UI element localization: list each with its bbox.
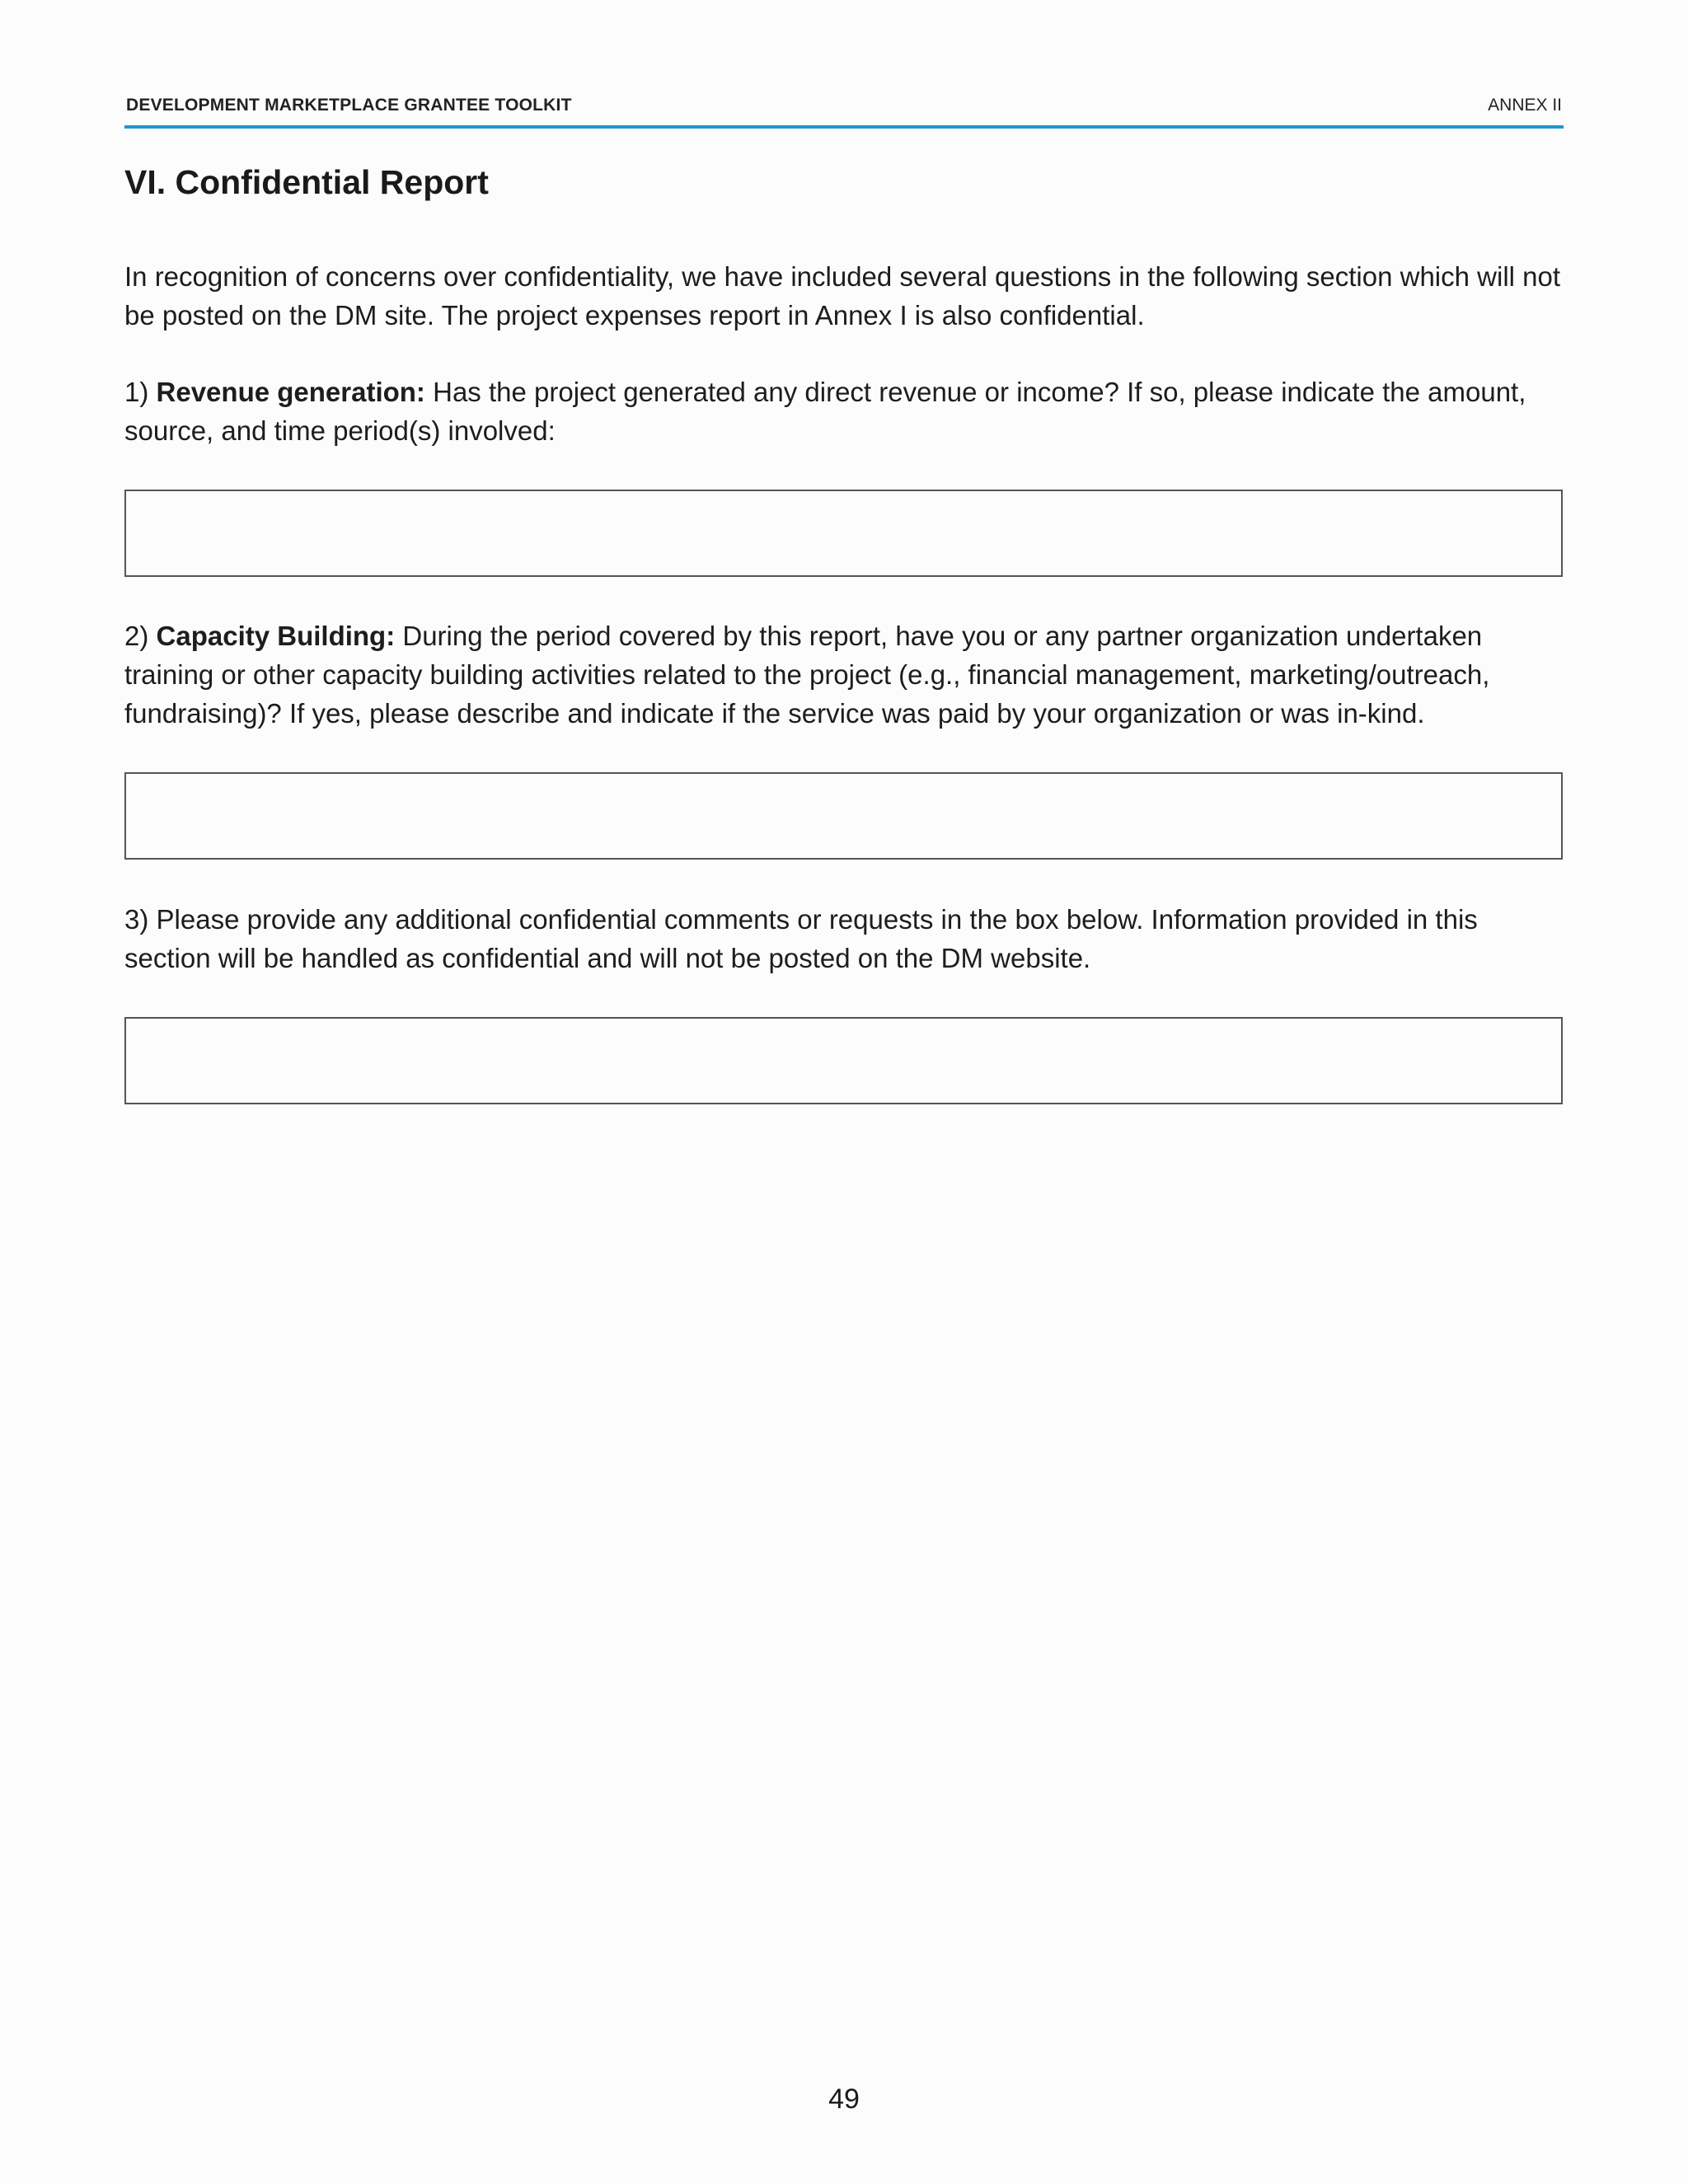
question-additional-comments	[124, 900, 1567, 977]
annex-label: ANNEX II	[1488, 96, 1562, 115]
question-text: During the period covered by this report, have you or any partner organization undertaken training or other capacity building activities related to the project (e.g., financial management, marketing/outreach, fundraising)? If yes, please describe and indicate if the service was paid by your organization or was in-kind.	[124, 621, 1490, 729]
question-text: Please provide any additional confidential comments or requests in the box below. Information provided in this section will be handled as confidential and will not be posted on the DM website.	[124, 904, 1478, 973]
question-number: 2)	[124, 621, 149, 651]
question-revenue-generation	[124, 373, 1567, 450]
revenue-generation-answer-box[interactable]	[124, 490, 1563, 577]
capacity-building-answer-box[interactable]	[124, 772, 1563, 860]
additional-comments-answer-box[interactable]	[124, 1017, 1563, 1104]
question-capacity-building	[124, 616, 1567, 733]
question-label: Revenue generation:	[156, 377, 425, 407]
question-number: 1)	[124, 377, 149, 407]
question-text: Has the project generated any direct revenue or income? If so, please indicate the amount, source, and time period(s) involved:	[124, 377, 1526, 446]
question-number: 3)	[124, 904, 149, 935]
page-number: 49	[828, 2083, 860, 2115]
intro-paragraph: In recognition of concerns over confidentiality, we have included several questions in the following section which will not be posted on the DM site. The project expenses report in Annex I is also confidential.	[124, 261, 1561, 330]
question-label: Capacity Building:	[156, 621, 396, 651]
toolkit-title: DEVELOPMENT MARKETPLACE GRANTEE TOOLKIT	[126, 96, 572, 115]
section-title: VI. Confidential Report	[124, 163, 489, 201]
page-header	[124, 96, 1564, 129]
